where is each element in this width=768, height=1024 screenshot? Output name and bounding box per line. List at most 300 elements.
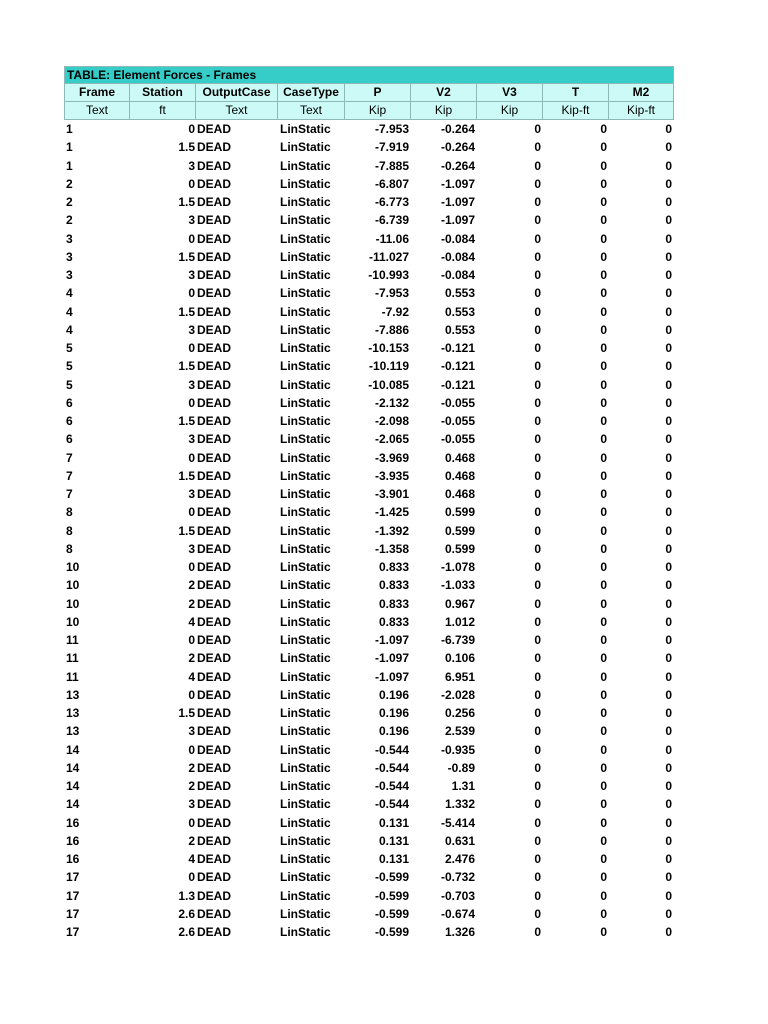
- p-cell[interactable]: -0.599: [374, 870, 409, 885]
- outputcase-cell[interactable]: DEAD: [197, 140, 232, 155]
- v3-cell[interactable]: 0: [534, 779, 541, 793]
- t-cell[interactable]: 0: [600, 268, 607, 282]
- t-cell[interactable]: 0: [600, 870, 607, 885]
- t-cell[interactable]: 0: [600, 906, 607, 921]
- v3-cell[interactable]: 0: [534, 231, 541, 246]
- frame-cell[interactable]: 13: [66, 687, 80, 702]
- frame-cell[interactable]: 4: [66, 304, 73, 319]
- p-cell[interactable]: -0.544: [374, 742, 409, 757]
- p-cell[interactable]: -6.739: [374, 213, 409, 228]
- outputcase-cell[interactable]: DEAD: [197, 833, 232, 848]
- t-cell[interactable]: 0: [600, 669, 607, 684]
- p-cell[interactable]: -7.885: [374, 158, 409, 173]
- station-cell[interactable]: 4: [188, 669, 195, 684]
- casetype-cell[interactable]: LinStatic: [280, 268, 331, 282]
- station-cell[interactable]: 2.6: [178, 906, 195, 921]
- casetype-cell[interactable]: LinStatic: [280, 797, 331, 812]
- station-cell[interactable]: 2: [188, 596, 195, 611]
- frame-cell[interactable]: 1: [66, 140, 73, 155]
- outputcase-cell[interactable]: DEAD: [197, 797, 232, 812]
- v2-cell[interactable]: -1.097: [440, 176, 475, 191]
- station-cell[interactable]: 3: [188, 487, 195, 501]
- outputcase-cell[interactable]: DEAD: [197, 395, 232, 410]
- outputcase-cell[interactable]: DEAD: [197, 231, 232, 246]
- m2-cell[interactable]: 0: [665, 395, 672, 410]
- frame-cell[interactable]: 5: [66, 359, 73, 374]
- frame-cell[interactable]: 6: [66, 432, 73, 447]
- station-cell[interactable]: 0: [188, 560, 195, 574]
- frame-cell[interactable]: 6: [66, 395, 73, 410]
- casetype-cell[interactable]: LinStatic: [280, 195, 331, 209]
- outputcase-cell[interactable]: DEAD: [197, 377, 232, 392]
- station-cell[interactable]: 4: [188, 614, 195, 629]
- casetype-cell[interactable]: LinStatic: [280, 760, 331, 775]
- v2-cell[interactable]: 0.967: [444, 596, 475, 611]
- outputcase-cell[interactable]: DEAD: [197, 578, 232, 593]
- casetype-cell[interactable]: LinStatic: [280, 359, 331, 374]
- station-cell[interactable]: 1.5: [178, 468, 195, 483]
- p-cell[interactable]: -2.065: [374, 432, 409, 447]
- frame-cell[interactable]: 2: [66, 176, 73, 191]
- v3-cell[interactable]: 0: [534, 195, 541, 209]
- v3-cell[interactable]: 0: [534, 158, 541, 173]
- p-cell[interactable]: -2.132: [374, 395, 409, 410]
- p-cell[interactable]: 0.833: [378, 560, 409, 574]
- frame-cell[interactable]: 4: [66, 322, 73, 337]
- v3-cell[interactable]: 0: [534, 669, 541, 684]
- casetype-cell[interactable]: LinStatic: [280, 633, 331, 647]
- p-cell[interactable]: -0.599: [374, 906, 409, 921]
- m2-cell[interactable]: 0: [665, 687, 672, 702]
- v3-cell[interactable]: 0: [534, 122, 541, 136]
- p-cell[interactable]: -10.119: [368, 359, 409, 374]
- t-cell[interactable]: 0: [600, 322, 607, 337]
- p-cell[interactable]: 0.196: [378, 687, 409, 702]
- station-cell[interactable]: 1.3: [178, 888, 195, 903]
- t-cell[interactable]: 0: [600, 286, 607, 301]
- m2-cell[interactable]: 0: [665, 742, 672, 757]
- p-cell[interactable]: -0.599: [374, 925, 409, 939]
- casetype-cell[interactable]: LinStatic: [280, 541, 331, 556]
- m2-cell[interactable]: 0: [665, 122, 672, 136]
- v3-cell[interactable]: 0: [534, 614, 541, 629]
- v2-cell[interactable]: 0.553: [444, 304, 475, 319]
- casetype-cell[interactable]: LinStatic: [280, 286, 331, 301]
- v2-cell[interactable]: 0.631: [444, 833, 475, 848]
- v3-cell[interactable]: 0: [534, 925, 541, 939]
- m2-cell[interactable]: 0: [665, 888, 672, 903]
- m2-cell[interactable]: 0: [665, 925, 672, 939]
- station-cell[interactable]: 3: [188, 322, 195, 337]
- casetype-cell[interactable]: LinStatic: [280, 468, 331, 483]
- frame-cell[interactable]: 5: [66, 377, 73, 392]
- station-cell[interactable]: 1.5: [178, 140, 195, 155]
- casetype-cell[interactable]: LinStatic: [280, 523, 331, 538]
- p-cell[interactable]: 0.196: [378, 706, 409, 720]
- m2-cell[interactable]: 0: [665, 870, 672, 885]
- station-cell[interactable]: 1.5: [178, 414, 195, 428]
- m2-cell[interactable]: 0: [665, 906, 672, 921]
- outputcase-cell[interactable]: DEAD: [197, 906, 232, 921]
- t-cell[interactable]: 0: [600, 833, 607, 848]
- p-cell[interactable]: 0.833: [378, 614, 409, 629]
- station-cell[interactable]: 2.6: [178, 925, 195, 939]
- frame-cell[interactable]: 13: [66, 706, 80, 720]
- p-cell[interactable]: -1.097: [374, 633, 409, 647]
- v2-cell[interactable]: -0.674: [440, 906, 475, 921]
- v3-cell[interactable]: 0: [534, 249, 541, 264]
- outputcase-cell[interactable]: DEAD: [197, 304, 232, 319]
- v2-cell[interactable]: -0.055: [440, 395, 475, 410]
- t-cell[interactable]: 0: [600, 231, 607, 246]
- outputcase-cell[interactable]: DEAD: [197, 468, 232, 483]
- v3-cell[interactable]: 0: [534, 523, 541, 538]
- t-cell[interactable]: 0: [600, 724, 607, 739]
- frame-cell[interactable]: 17: [66, 925, 80, 939]
- t-cell[interactable]: 0: [600, 852, 607, 866]
- casetype-cell[interactable]: LinStatic: [280, 852, 331, 866]
- frame-cell[interactable]: 2: [66, 213, 73, 228]
- m2-cell[interactable]: 0: [665, 833, 672, 848]
- p-cell[interactable]: -7.953: [374, 122, 409, 136]
- frame-cell[interactable]: 10: [66, 560, 80, 574]
- station-cell[interactable]: 3: [188, 377, 195, 392]
- station-cell[interactable]: 3: [188, 797, 195, 812]
- station-cell[interactable]: 1.5: [178, 359, 195, 374]
- p-cell[interactable]: 0.833: [378, 578, 409, 593]
- frame-cell[interactable]: 8: [66, 505, 73, 520]
- outputcase-cell[interactable]: DEAD: [197, 815, 232, 830]
- station-cell[interactable]: 0: [188, 231, 195, 246]
- casetype-cell[interactable]: LinStatic: [280, 432, 331, 447]
- t-cell[interactable]: 0: [600, 450, 607, 465]
- v2-cell[interactable]: 1.326: [444, 925, 475, 939]
- t-cell[interactable]: 0: [600, 432, 607, 447]
- frame-cell[interactable]: 17: [66, 906, 80, 921]
- v2-cell[interactable]: -5.414: [440, 815, 475, 830]
- v3-cell[interactable]: 0: [534, 797, 541, 812]
- outputcase-cell[interactable]: DEAD: [197, 560, 232, 574]
- m2-cell[interactable]: 0: [665, 140, 672, 155]
- t-cell[interactable]: 0: [600, 633, 607, 647]
- v3-cell[interactable]: 0: [534, 213, 541, 228]
- p-cell[interactable]: -3.969: [374, 450, 409, 465]
- frame-cell[interactable]: 3: [66, 231, 73, 246]
- station-cell[interactable]: 0: [188, 815, 195, 830]
- v3-cell[interactable]: 0: [534, 651, 541, 666]
- outputcase-cell[interactable]: DEAD: [197, 213, 232, 228]
- station-cell[interactable]: 0: [188, 341, 195, 355]
- t-cell[interactable]: 0: [600, 651, 607, 666]
- p-cell[interactable]: 0.131: [378, 852, 409, 866]
- frame-cell[interactable]: 5: [66, 341, 73, 355]
- station-cell[interactable]: 2: [188, 578, 195, 593]
- v3-cell[interactable]: 0: [534, 268, 541, 282]
- casetype-cell[interactable]: LinStatic: [280, 687, 331, 702]
- m2-cell[interactable]: 0: [665, 213, 672, 228]
- outputcase-cell[interactable]: DEAD: [197, 779, 232, 793]
- m2-cell[interactable]: 0: [665, 797, 672, 812]
- v2-cell[interactable]: -1.097: [440, 213, 475, 228]
- casetype-cell[interactable]: LinStatic: [280, 779, 331, 793]
- station-cell[interactable]: 3: [188, 158, 195, 173]
- v2-cell[interactable]: 1.332: [444, 797, 475, 812]
- outputcase-cell[interactable]: DEAD: [197, 669, 232, 684]
- p-cell[interactable]: -11.027: [368, 249, 409, 264]
- v2-cell[interactable]: 0.106: [444, 651, 475, 666]
- v3-cell[interactable]: 0: [534, 596, 541, 611]
- p-cell[interactable]: -6.773: [374, 195, 409, 209]
- v2-cell[interactable]: 0.599: [444, 505, 475, 520]
- v3-cell[interactable]: 0: [534, 341, 541, 355]
- m2-cell[interactable]: 0: [665, 341, 672, 355]
- v2-cell[interactable]: -6.739: [440, 633, 475, 647]
- m2-cell[interactable]: 0: [665, 651, 672, 666]
- v2-cell[interactable]: 6.951: [444, 669, 475, 684]
- station-cell[interactable]: 1.5: [178, 706, 195, 720]
- frame-cell[interactable]: 7: [66, 450, 73, 465]
- casetype-cell[interactable]: LinStatic: [280, 231, 331, 246]
- station-cell[interactable]: 0: [188, 286, 195, 301]
- outputcase-cell[interactable]: DEAD: [197, 724, 232, 739]
- m2-cell[interactable]: 0: [665, 779, 672, 793]
- t-cell[interactable]: 0: [600, 925, 607, 939]
- casetype-cell[interactable]: LinStatic: [280, 888, 331, 903]
- m2-cell[interactable]: 0: [665, 724, 672, 739]
- v3-cell[interactable]: 0: [534, 359, 541, 374]
- casetype-cell[interactable]: LinStatic: [280, 414, 331, 428]
- column-header-station[interactable]: Station: [130, 84, 196, 102]
- t-cell[interactable]: 0: [600, 487, 607, 501]
- v3-cell[interactable]: 0: [534, 742, 541, 757]
- m2-cell[interactable]: 0: [665, 414, 672, 428]
- casetype-cell[interactable]: LinStatic: [280, 651, 331, 666]
- v3-cell[interactable]: 0: [534, 487, 541, 501]
- casetype-cell[interactable]: LinStatic: [280, 377, 331, 392]
- outputcase-cell[interactable]: DEAD: [197, 268, 232, 282]
- frame-cell[interactable]: 16: [66, 852, 80, 866]
- v2-cell[interactable]: 0.599: [444, 523, 475, 538]
- casetype-cell[interactable]: LinStatic: [280, 870, 331, 885]
- frame-cell[interactable]: 16: [66, 833, 80, 848]
- t-cell[interactable]: 0: [600, 541, 607, 556]
- casetype-cell[interactable]: LinStatic: [280, 176, 331, 191]
- station-cell[interactable]: 0: [188, 450, 195, 465]
- frame-cell[interactable]: 1: [66, 122, 73, 136]
- station-cell[interactable]: 0: [188, 742, 195, 757]
- casetype-cell[interactable]: LinStatic: [280, 742, 331, 757]
- p-cell[interactable]: -10.993: [368, 268, 409, 282]
- v3-cell[interactable]: 0: [534, 852, 541, 866]
- frame-cell[interactable]: 16: [66, 815, 80, 830]
- t-cell[interactable]: 0: [600, 158, 607, 173]
- m2-cell[interactable]: 0: [665, 852, 672, 866]
- v3-cell[interactable]: 0: [534, 304, 541, 319]
- outputcase-cell[interactable]: DEAD: [197, 888, 232, 903]
- outputcase-cell[interactable]: DEAD: [197, 341, 232, 355]
- outputcase-cell[interactable]: DEAD: [197, 158, 232, 173]
- v2-cell[interactable]: -0.89: [447, 760, 475, 775]
- frame-cell[interactable]: 14: [66, 742, 80, 757]
- outputcase-cell[interactable]: DEAD: [197, 742, 232, 757]
- v2-cell[interactable]: 2.476: [444, 852, 475, 866]
- t-cell[interactable]: 0: [600, 249, 607, 264]
- casetype-cell[interactable]: LinStatic: [280, 158, 331, 173]
- station-cell[interactable]: 0: [188, 687, 195, 702]
- v2-cell[interactable]: -0.055: [440, 432, 475, 447]
- casetype-cell[interactable]: LinStatic: [280, 322, 331, 337]
- t-cell[interactable]: 0: [600, 596, 607, 611]
- v2-cell[interactable]: -0.935: [440, 742, 475, 757]
- outputcase-cell[interactable]: DEAD: [197, 249, 232, 264]
- station-cell[interactable]: 0: [188, 395, 195, 410]
- outputcase-cell[interactable]: DEAD: [197, 414, 232, 428]
- outputcase-cell[interactable]: DEAD: [197, 286, 232, 301]
- outputcase-cell[interactable]: DEAD: [197, 541, 232, 556]
- frame-cell[interactable]: 10: [66, 596, 80, 611]
- p-cell[interactable]: -3.901: [374, 487, 409, 501]
- p-cell[interactable]: -7.92: [381, 304, 409, 319]
- m2-cell[interactable]: 0: [665, 158, 672, 173]
- t-cell[interactable]: 0: [600, 888, 607, 903]
- casetype-cell[interactable]: LinStatic: [280, 669, 331, 684]
- v3-cell[interactable]: 0: [534, 450, 541, 465]
- station-cell[interactable]: 4: [188, 852, 195, 866]
- m2-cell[interactable]: 0: [665, 176, 672, 191]
- v3-cell[interactable]: 0: [534, 906, 541, 921]
- p-cell[interactable]: -0.599: [374, 888, 409, 903]
- v2-cell[interactable]: -0.084: [440, 231, 475, 246]
- frame-cell[interactable]: 6: [66, 414, 73, 428]
- casetype-cell[interactable]: LinStatic: [280, 596, 331, 611]
- t-cell[interactable]: 0: [600, 560, 607, 574]
- t-cell[interactable]: 0: [600, 742, 607, 757]
- frame-cell[interactable]: 14: [66, 797, 80, 812]
- station-cell[interactable]: 3: [188, 268, 195, 282]
- outputcase-cell[interactable]: DEAD: [197, 651, 232, 666]
- t-cell[interactable]: 0: [600, 395, 607, 410]
- m2-cell[interactable]: 0: [665, 450, 672, 465]
- t-cell[interactable]: 0: [600, 815, 607, 830]
- p-cell[interactable]: -7.953: [374, 286, 409, 301]
- m2-cell[interactable]: 0: [665, 760, 672, 775]
- m2-cell[interactable]: 0: [665, 249, 672, 264]
- v2-cell[interactable]: 0.553: [444, 322, 475, 337]
- t-cell[interactable]: 0: [600, 505, 607, 520]
- frame-cell[interactable]: 3: [66, 249, 73, 264]
- m2-cell[interactable]: 0: [665, 560, 672, 574]
- frame-cell[interactable]: 1: [66, 158, 73, 173]
- p-cell[interactable]: -1.425: [374, 505, 409, 520]
- column-header-v2[interactable]: V2: [411, 84, 477, 102]
- station-cell[interactable]: 3: [188, 541, 195, 556]
- m2-cell[interactable]: 0: [665, 231, 672, 246]
- station-cell[interactable]: 3: [188, 724, 195, 739]
- frame-cell[interactable]: 17: [66, 888, 80, 903]
- column-header-t[interactable]: T: [543, 84, 609, 102]
- v3-cell[interactable]: 0: [534, 432, 541, 447]
- v2-cell[interactable]: -0.084: [440, 249, 475, 264]
- frame-cell[interactable]: 11: [66, 651, 79, 666]
- casetype-cell[interactable]: LinStatic: [280, 925, 331, 939]
- v2-cell[interactable]: 1.012: [444, 614, 475, 629]
- casetype-cell[interactable]: LinStatic: [280, 815, 331, 830]
- v2-cell[interactable]: 1.31: [451, 779, 475, 793]
- t-cell[interactable]: 0: [600, 797, 607, 812]
- m2-cell[interactable]: 0: [665, 505, 672, 520]
- t-cell[interactable]: 0: [600, 779, 607, 793]
- casetype-cell[interactable]: LinStatic: [280, 122, 331, 136]
- v2-cell[interactable]: 0.468: [444, 487, 475, 501]
- v3-cell[interactable]: 0: [534, 815, 541, 830]
- station-cell[interactable]: 1.5: [178, 249, 195, 264]
- casetype-cell[interactable]: LinStatic: [280, 578, 331, 593]
- v2-cell[interactable]: -0.703: [440, 888, 475, 903]
- station-cell[interactable]: 2: [188, 779, 195, 793]
- t-cell[interactable]: 0: [600, 213, 607, 228]
- v2-cell[interactable]: 0.468: [444, 450, 475, 465]
- station-cell[interactable]: 1.5: [178, 195, 195, 209]
- p-cell[interactable]: -1.392: [374, 523, 409, 538]
- p-cell[interactable]: -2.098: [374, 414, 409, 428]
- outputcase-cell[interactable]: DEAD: [197, 852, 232, 866]
- station-cell[interactable]: 0: [188, 122, 195, 136]
- column-header-frame[interactable]: Frame: [64, 84, 130, 102]
- frame-cell[interactable]: 2: [66, 195, 73, 209]
- m2-cell[interactable]: 0: [665, 195, 672, 209]
- t-cell[interactable]: 0: [600, 359, 607, 374]
- m2-cell[interactable]: 0: [665, 468, 672, 483]
- casetype-cell[interactable]: LinStatic: [280, 833, 331, 848]
- p-cell[interactable]: 0.833: [378, 596, 409, 611]
- p-cell[interactable]: -1.097: [374, 669, 409, 684]
- station-cell[interactable]: 0: [188, 505, 195, 520]
- casetype-cell[interactable]: LinStatic: [280, 249, 331, 264]
- v2-cell[interactable]: -1.078: [440, 560, 475, 574]
- t-cell[interactable]: 0: [600, 377, 607, 392]
- station-cell[interactable]: 3: [188, 432, 195, 447]
- station-cell[interactable]: 2: [188, 833, 195, 848]
- outputcase-cell[interactable]: DEAD: [197, 925, 232, 939]
- t-cell[interactable]: 0: [600, 706, 607, 720]
- column-header-m2[interactable]: M2: [609, 84, 674, 102]
- v3-cell[interactable]: 0: [534, 760, 541, 775]
- outputcase-cell[interactable]: DEAD: [197, 359, 232, 374]
- p-cell[interactable]: 0.131: [378, 833, 409, 848]
- v3-cell[interactable]: 0: [534, 395, 541, 410]
- frame-cell[interactable]: 10: [66, 578, 80, 593]
- v3-cell[interactable]: 0: [534, 578, 541, 593]
- m2-cell[interactable]: 0: [665, 614, 672, 629]
- outputcase-cell[interactable]: DEAD: [197, 633, 232, 647]
- casetype-cell[interactable]: LinStatic: [280, 560, 331, 574]
- station-cell[interactable]: 0: [188, 633, 195, 647]
- v2-cell[interactable]: -1.033: [440, 578, 475, 593]
- column-header-v3[interactable]: V3: [477, 84, 543, 102]
- v3-cell[interactable]: 0: [534, 140, 541, 155]
- m2-cell[interactable]: 0: [665, 541, 672, 556]
- v2-cell[interactable]: 0.599: [444, 541, 475, 556]
- v2-cell[interactable]: -0.264: [440, 122, 475, 136]
- station-cell[interactable]: 0: [188, 870, 195, 885]
- outputcase-cell[interactable]: DEAD: [197, 706, 232, 720]
- v3-cell[interactable]: 0: [534, 468, 541, 483]
- m2-cell[interactable]: 0: [665, 377, 672, 392]
- station-cell[interactable]: 3: [188, 213, 195, 228]
- casetype-cell[interactable]: LinStatic: [280, 706, 331, 720]
- v3-cell[interactable]: 0: [534, 687, 541, 702]
- v2-cell[interactable]: -0.121: [440, 377, 475, 392]
